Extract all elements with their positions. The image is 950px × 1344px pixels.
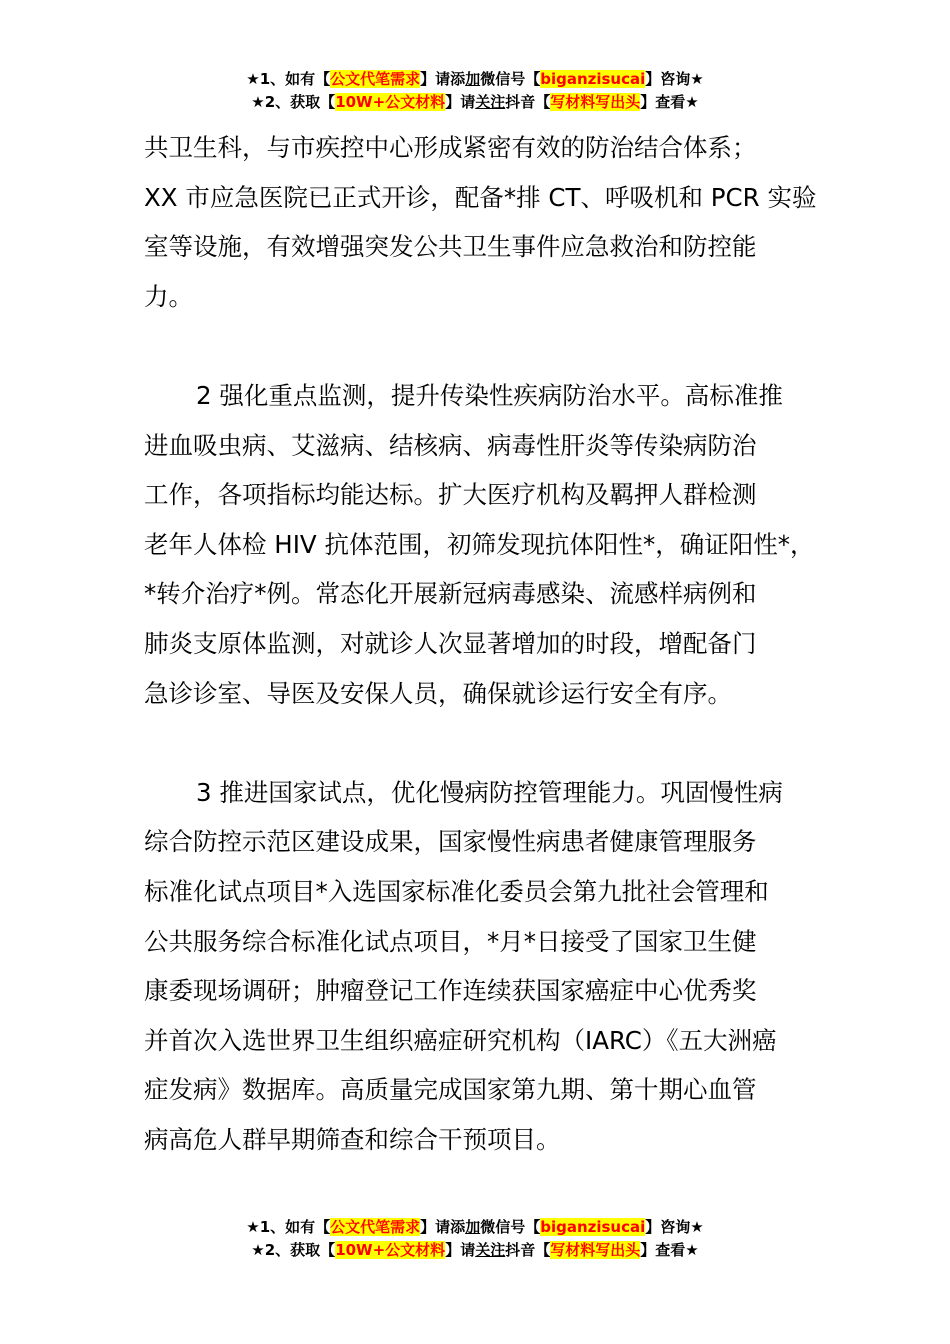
banner-line-1 — [0, 68, 950, 91]
banner-text: 】查看★ — [640, 1241, 699, 1259]
banner-highlight: biganzisucai — [540, 1218, 646, 1236]
text-line: 共卫生科，与市疾控中心形成紧密有效的防治结合体系； — [144, 133, 757, 162]
banner-text: ★2、获取【 — [251, 1241, 336, 1259]
banner-underline: 加 — [465, 1218, 481, 1236]
banner-text: 抖音【 — [505, 1241, 551, 1259]
banner-text: 】请添 — [420, 70, 466, 88]
banner-text: 】咨询★ — [645, 1218, 704, 1236]
banner-text: 】请添 — [420, 1218, 466, 1236]
footer-banner — [0, 1216, 950, 1262]
paragraph-3 — [144, 768, 824, 1165]
text-line: 病高危人群早期筛查和综合干预项目。 — [144, 1124, 561, 1154]
text-line: 力。 — [144, 281, 193, 311]
text-line: 老年人体检 HIV 抗体范围，初筛发现抗体阳性*，确证阳性*， — [144, 529, 815, 559]
text-line: 肺炎支原体监测，对就诊人次显著增加的时段，增配备门 — [144, 628, 757, 658]
text-line: 3 推进国家试点，优化慢病防控管理能力。巩固慢性病 — [196, 777, 783, 807]
text-line: 标准化试点项目*入选国家标准化委员会第九批社会管理和 — [144, 876, 769, 906]
banner-highlight: 写材料写出头 — [550, 1241, 641, 1259]
banner-highlight: 10W+公文材料 — [335, 1241, 446, 1259]
text-line: XX 市应急医院已正式开诊，配备*排 CT、呼吸机和 PCR 实验 — [144, 182, 817, 212]
paragraph-2 — [144, 371, 824, 718]
banner-underline: 关注 — [475, 93, 506, 111]
banner-text: 】咨询★ — [645, 70, 704, 88]
banner-text: ★2、获取【 — [251, 93, 336, 111]
banner-line-2 — [0, 91, 950, 114]
text-line: 症发病》数据库。高质量完成国家第九期、第十期心血管 — [144, 1075, 757, 1105]
document-body — [144, 123, 824, 1164]
banner-highlight: 公文代笔需求 — [330, 1218, 421, 1236]
banner-highlight: 公文代笔需求 — [330, 70, 421, 88]
banner-highlight: 写材料写出头 — [550, 93, 641, 111]
banner-highlight: biganzisucai — [540, 70, 646, 88]
text-line: 公共服务综合标准化试点项目，*月*日接受了国家卫生健 — [144, 926, 757, 956]
banner-text: ★1、如有【 — [246, 70, 331, 88]
banner-text: 微信号【 — [480, 1218, 541, 1236]
banner-underline: 加 — [465, 70, 481, 88]
banner-text: 】请 — [445, 1241, 476, 1259]
banner-text: 抖音【 — [505, 93, 551, 111]
text-line: 2 强化重点监测，提升传染性疾病防治水平。高标准推 — [196, 380, 783, 410]
text-line: 并首次入选世界卫生组织癌症研究机构（IARC）《五大洲癌 — [144, 1025, 777, 1055]
banner-line-2 — [0, 1239, 950, 1262]
banner-text: 微信号【 — [480, 70, 541, 88]
banner-text: 】查看★ — [640, 93, 699, 111]
text-line: 康委现场调研；肿瘤登记工作连续获国家癌症中心优秀奖 — [144, 976, 757, 1006]
text-line: 工作，各项指标均能达标。扩大医疗机构及羁押人群检测 — [144, 480, 757, 510]
banner-line-1 — [0, 1216, 950, 1239]
banner-underline: 关注 — [475, 1241, 506, 1259]
header-banner — [0, 68, 950, 114]
text-line: *转介治疗*例。常态化开展新冠病毒感染、流感样病例和 — [144, 579, 757, 609]
text-line: 综合防控示范区建设成果，国家慢性病患者健康管理服务 — [144, 827, 757, 857]
banner-highlight: 10W+公文材料 — [335, 93, 446, 111]
paragraph-1 — [144, 123, 824, 321]
text-line: 急诊诊室、导医及安保人员，确保就诊运行安全有序。 — [144, 678, 732, 708]
banner-text: 】请 — [445, 93, 476, 111]
text-line: 室等设施，有效增强突发公共卫生事件应急救治和防控能 — [144, 232, 757, 262]
text-line: 进血吸虫病、艾滋病、结核病、病毒性肝炎等传染病防治 — [144, 430, 757, 460]
banner-text: ★1、如有【 — [246, 1218, 331, 1236]
